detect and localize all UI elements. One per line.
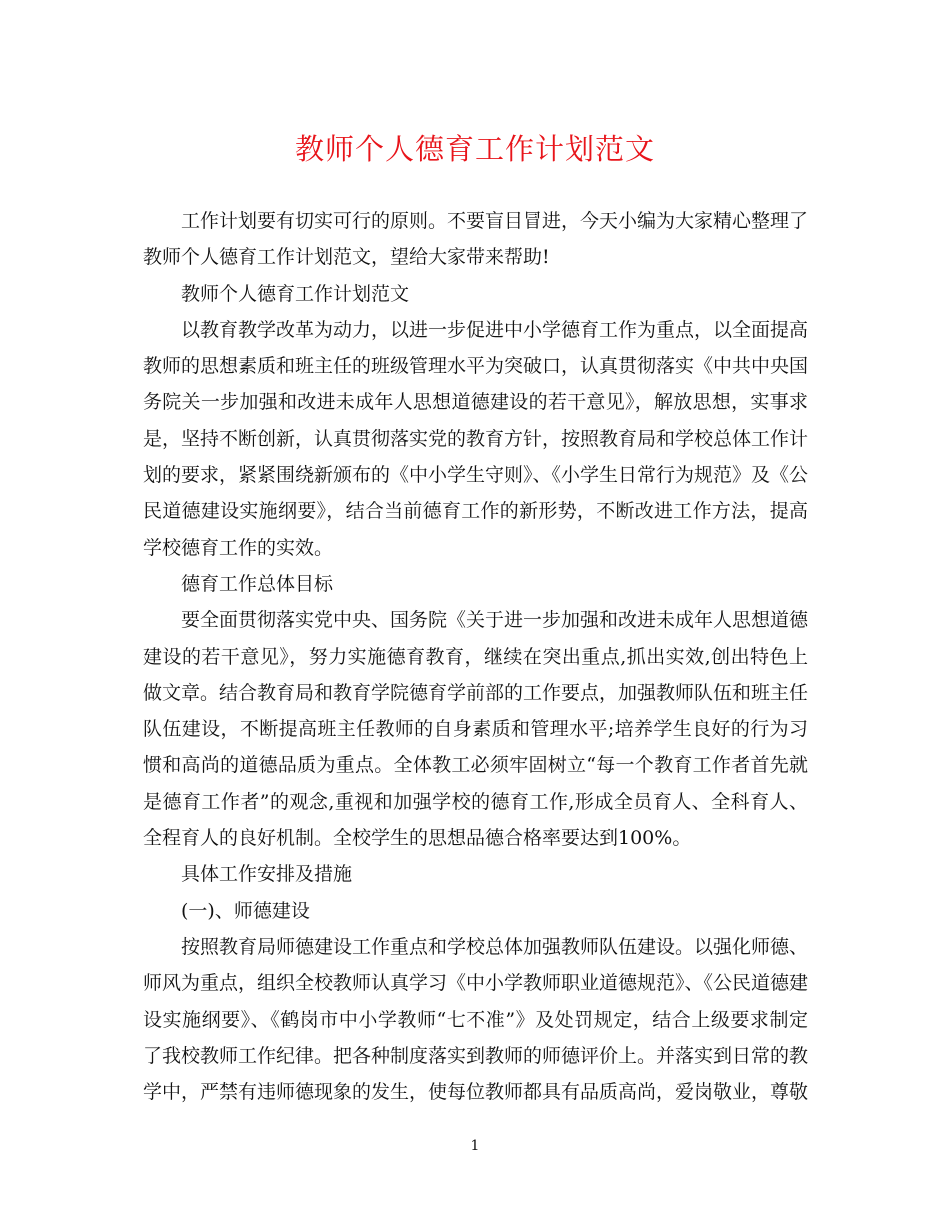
section-heading-teacher-ethics: (一)、师德建设 xyxy=(181,899,310,922)
paragraph-overall-goal: 要全面贯彻落实党中央、国务院《关于进一步加强和改进未成年人思想道德建设的若干意见》，努力实施德育教育，继续在突出重点,抓出实效,创出特色上做文章。结合教育局和教育学院德育学前部的工作要点，加强教师队伍和班主任队伍建设，不断提高班主任教师的自身素质和管理水平;培养学生良好的行为习惯和高尚的道德品质为重点。全体教工必须牢固树立“每一个教育工作者首先就是德育工作者”的观念,重视和加强学校的德育工作,形成全员育人、全科育人、全程育人的良好机制。全校学生的思想品德合格率要达到100%。 xyxy=(143,609,809,850)
section-heading-overall-goal: 德育工作总体目标 xyxy=(181,572,334,595)
document-title: 教师个人德育工作计划范文 xyxy=(294,132,655,166)
paragraph-subtitle: 教师个人德育工作计划范文 xyxy=(181,282,410,305)
paragraph-teacher-ethics: 按照教育局师德建设工作重点和学校总体加强教师队伍建设。以强化师德、师风为重点，组织全校教师认真学习《中小学教师职业道德规范》、《公民道德建设实施纲要》、《鹤岗市中小学教师“七不准”》及处罚规定，结合上级要求制定了我校教师工作纪律。把各种制度落实到教师的师德评价上。并落实到日常的教学中，严禁有违师德现象的发生，使每位教师都具有品质高尚，爱岗敬业，尊敬 xyxy=(143,935,809,1104)
section-heading-work-arrangements: 具体工作安排及措施 xyxy=(181,863,353,886)
paragraph-guiding-principle: 以教育教学改革为动力，以进一步促进中小学德育工作为重点，以全面提高教师的思想素质和班主任的班级管理水平为突破口，认真贯彻落实《中共中央国务院关一步加强和改进未成年人思想道德建设的若干意见》，解放思想，实事求是，坚持不断创新，认真贯彻落实党的教育方针，按照教育局和学校总体工作计划的要求，紧紧围绕新颁布的《中小学生守则》、《小学生日常行为规范》及《公民道德建设实施纲要》，结合当前德育工作的新形势，不断改进工作方法，提高学校德育工作的实效。 xyxy=(143,318,809,559)
document-body xyxy=(143,203,808,1110)
paragraph-intro: 工作计划要有切实可行的原则。不要盲目冒进，今天小编为大家精心整理了教师个人德育工作计划范文，望给大家带来帮助! xyxy=(143,210,809,269)
page-number: 1 xyxy=(470,1138,480,1154)
